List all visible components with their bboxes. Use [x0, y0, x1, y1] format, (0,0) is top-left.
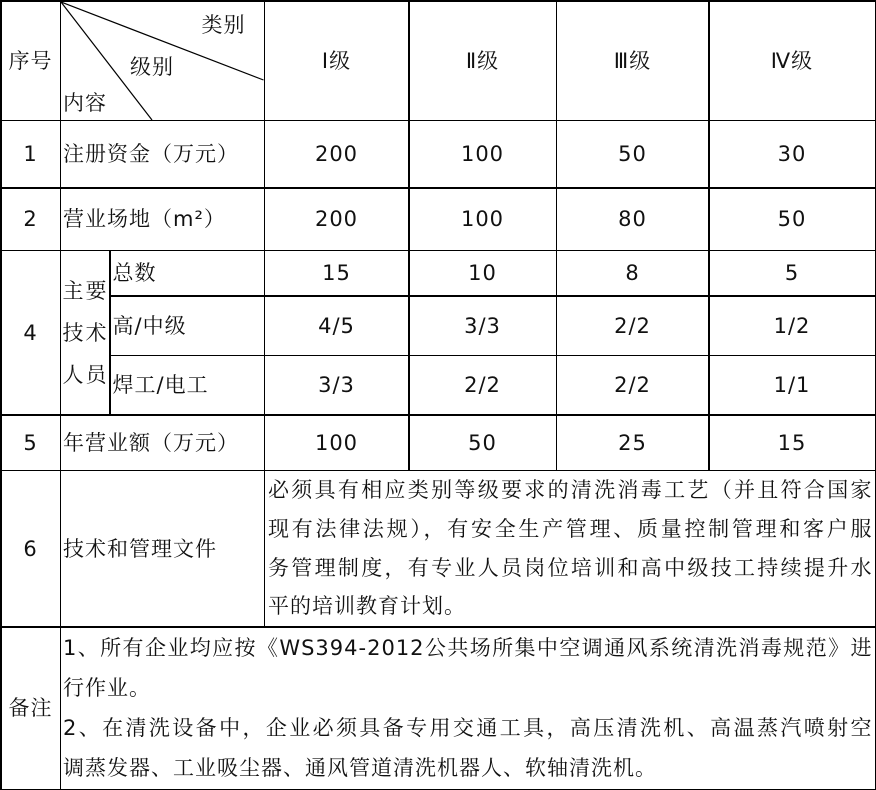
remarks-line: 1、所有企业均应按《WS394-2012公共场所集中空调通风系统清洗消毒规范》进: [63, 635, 873, 660]
staff-senior-level-1-value: 4/5: [265, 297, 408, 355]
documents-seq: 6: [2, 471, 60, 626]
revenue-seq: 5: [2, 416, 60, 470]
capital-level-4-value: 30: [710, 121, 875, 187]
documents-requirements: [265, 471, 875, 626]
remarks-line: 调蒸发器、工业吸尘器、通风管道清洗机器人、软轴清洗机。: [63, 755, 657, 780]
header-category-label: 类别: [201, 12, 246, 37]
revenue-level-3-value: 25: [557, 416, 708, 470]
header-level-label: 级别: [130, 54, 174, 79]
staff-total-label: 总数: [111, 251, 264, 295]
remarks-text: [61, 628, 875, 789]
staff-seq: 4: [2, 251, 60, 414]
header-level-4: Ⅳ级: [710, 2, 875, 120]
header-level-3: Ⅲ级: [557, 2, 708, 120]
staff-total-level-4-value: 5: [710, 251, 875, 295]
area-level-4-value: 50: [710, 189, 875, 250]
staff-welder-level-3-value: 2/2: [557, 356, 708, 414]
revenue-label: 年营业额（万元）: [61, 416, 264, 470]
requirements-line: 必须具有相应类别等级要求的清洗消毒工艺（并且符合国家: [268, 478, 873, 502]
remarks-line: 2、在清洗设备中，企业必须具备专用交通工具，高压清洗机、高温蒸汽喷射空: [63, 715, 873, 740]
area-level-2-value: 100: [410, 189, 556, 250]
revenue-level-1-value: 100: [265, 416, 408, 470]
capital-label: 注册资金（万元）: [61, 121, 264, 187]
remarks-line: 行作业。: [63, 675, 151, 700]
capital-level-3-value: 50: [557, 121, 708, 187]
header-diagonal-cell: [61, 2, 264, 120]
area-seq: 2: [2, 189, 60, 250]
staff-welder-level-4-value: 1/1: [710, 356, 875, 414]
revenue-level-4-value: 15: [710, 416, 875, 470]
staff-senior-level-3-value: 2/2: [557, 297, 708, 355]
header-level-2: Ⅱ级: [410, 2, 556, 120]
documents-label: 技术和管理文件: [61, 471, 264, 626]
requirements-line: 平的培训教育计划。: [268, 594, 466, 619]
revenue-level-2-value: 50: [410, 416, 556, 470]
remarks-label: 备注: [2, 628, 60, 789]
requirements-line: 现有法律法规），有安全生产管理、质量控制管理和客户服: [268, 516, 873, 541]
header-level-1: Ⅰ级: [265, 2, 408, 120]
staff-total-level-1-value: 15: [265, 251, 408, 295]
staff-senior-label: 高/中级: [111, 297, 264, 355]
staff-senior-level-4-value: 1/2: [710, 297, 875, 355]
area-label: 营业场地（m²）: [61, 189, 264, 250]
staff-welder-level-1-value: 3/3: [265, 356, 408, 414]
staff-welder-label: 焊工/电工: [111, 356, 264, 414]
header-content-label: 内容: [63, 90, 107, 115]
requirements-line: 务管理制度，有专业人员岗位培训和高中级技工持续提升水: [268, 555, 873, 580]
staff-group-label: 主要技术人员: [62, 278, 108, 387]
area-level-3-value: 80: [557, 189, 708, 250]
staff-group-label-cell: [61, 251, 109, 414]
staff-total-level-3-value: 8: [557, 251, 708, 295]
capital-level-2-value: 100: [410, 121, 556, 187]
area-level-1-value: 200: [265, 189, 408, 250]
capital-level-1-value: 200: [265, 121, 408, 187]
staff-welder-level-2-value: 2/2: [410, 356, 556, 414]
staff-senior-level-2-value: 3/3: [410, 297, 556, 355]
header-seq-cell: 序号: [2, 2, 60, 120]
capital-seq: 1: [2, 121, 60, 187]
staff-total-level-2-value: 10: [410, 251, 556, 295]
